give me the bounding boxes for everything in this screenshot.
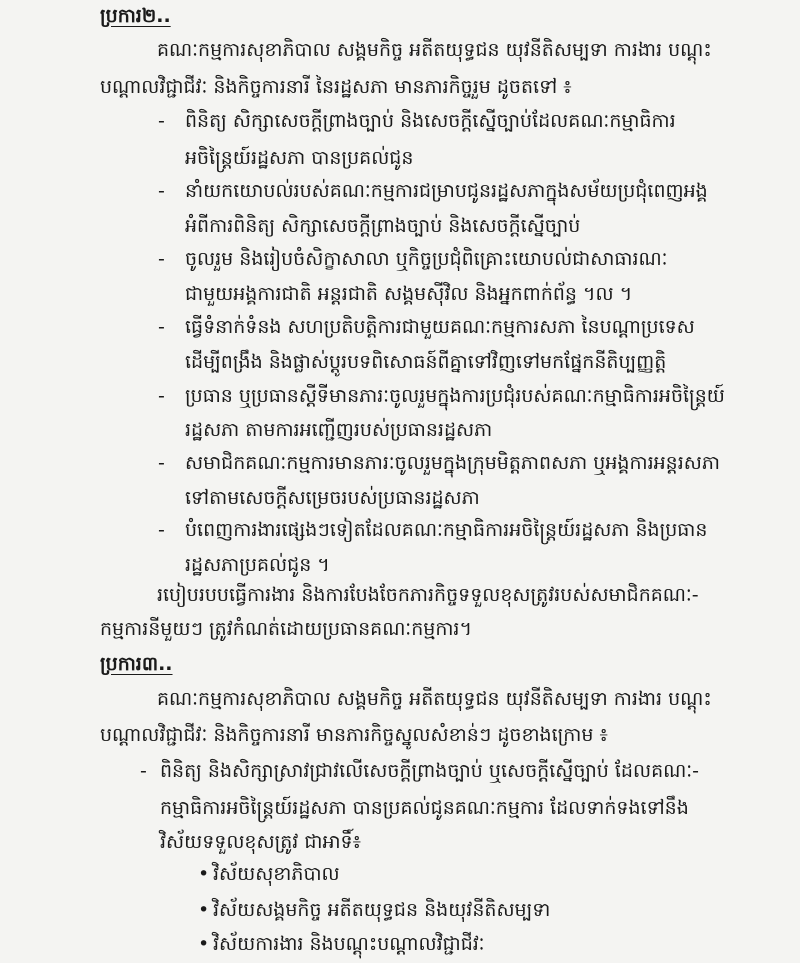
list-dash: -	[158, 385, 165, 407]
list-item-1-line-1: ពិនិត្យ សិក្សាសេចក្ដីព្រាងច្បាប់ និងសេចក្ដីស្នើច្បាប់ដែលគណៈកម្មាធិការ	[185, 110, 676, 132]
list-item-2-line-2: អំពីការពិនិត្យ សិក្សាសេចក្ដីព្រាងច្បាប់ និងសេចក្ដីស្នើច្បាប់	[185, 215, 581, 237]
list-dash: -	[158, 180, 165, 202]
section-3-intro-line-2: បណ្ដាលវិជ្ជាជីវៈ និងកិច្ចការនារី មានភារកិច្ចស្នូលសំខាន់ៗ ដូចខាងក្រោម ៖	[100, 724, 608, 746]
list-item-6-line-1: សមាជិកគណៈកម្មការមានភារៈចូលរួមក្នុងក្រុមមិត្តភាពសភា ឬអង្គការអន្តរសភា	[185, 452, 720, 474]
list-dash: -	[158, 316, 165, 338]
list-item-5-line-1: ប្រធាន ឬប្រធានស្ដីទីមានភារៈចូលរួមក្នុងការប្រជុំរបស់គណៈកម្មាធិការអចិន្ត្រៃយ៍	[185, 385, 725, 407]
section-3-intro-line-1: គណៈកម្មការសុខាភិបាល សង្គមកិច្ច អតីតយុទ្ធជន យុវនីតិសម្បទា ការងារ បណ្ដុះ	[157, 688, 712, 710]
section-3-heading: ប្រការ៣..	[100, 653, 173, 675]
bullet-dot: •	[198, 863, 210, 885]
list-item-3-line-2: ជាមួយអង្គការជាតិ អន្តរជាតិ សង្គមស៊ីវិល និងអ្នកពាក់ព័ន្ធ ។ល ។	[185, 283, 633, 305]
list-item-2-line-1: នាំយកយោបល់របស់គណៈកម្មការជម្រាបជូនរដ្ឋសភាក្នុងសម័យប្រជុំពេញអង្គ	[185, 180, 708, 202]
section-2-intro-line-2: បណ្ដាលវិជ្ជាជីវៈ និងកិច្ចការនារី នៃរដ្ឋសភា មានភារកិច្ចរួម ដូចតទៅ ៖	[100, 76, 572, 98]
bullet-item-3: វិស័យការងារ និងបណ្ដុះបណ្ដាលវិជ្ជាជីវៈ	[213, 933, 485, 955]
section-3-item-line-3: វិស័យទទួលខុសត្រូវ ជាអាទិ៍៖	[160, 831, 361, 853]
list-dash: -	[158, 519, 165, 541]
list-dash: -	[158, 248, 165, 270]
section-3-item-line-2: កម្មាធិការអចិន្ត្រៃយ៍រដ្ឋសភា បានប្រគល់ជូនគណៈកម្មការ ដែលទាក់ទងទៅនឹង	[160, 797, 689, 819]
list-item-3-line-1: ចូលរួម និងរៀបចំសិក្ខាសាលា ឬកិច្ចប្រជុំពិគ្រោះយោបល់ជាសាធារណៈ	[185, 248, 668, 270]
list-item-7-line-1: បំពេញការងារផ្សេងៗទៀតដែលគណៈកម្មាធិការអចិន្ត្រៃយ៍រដ្ឋសភា និងប្រធាន	[185, 519, 708, 541]
list-item-4-line-1: ធ្វើទំនាក់ទំនង សហប្រតិបត្តិការជាមួយគណៈកម្មការសភា នៃបណ្ដាប្រទេស	[185, 316, 695, 338]
list-dash: -	[140, 760, 147, 782]
list-item-1-line-2: អចិន្ត្រៃយ៍រដ្ឋសភា បានប្រគល់ជូន	[185, 147, 414, 169]
list-item-7-line-2: រដ្ឋសភាប្រគល់ជូន ។	[185, 554, 330, 576]
list-item-5-line-2: រដ្ឋសភា តាមការអញ្ជើញរបស់ប្រធានរដ្ឋសភា	[185, 419, 493, 441]
section-3-item-line-1: ពិនិត្យ និងសិក្សាស្រាវជ្រាវលើសេចក្ដីព្រាងច្បាប់ ឬសេចក្ដីស្នើច្បាប់ ដែលគណៈ-	[160, 760, 699, 782]
list-item-6-line-2: ទៅតាមសេចក្ដីសម្រេចរបស់ប្រធានរដ្ឋសភា	[185, 487, 480, 509]
section-2-closing-line-2: កម្មការនីមួយៗ ត្រូវកំណត់ដោយប្រធានគណៈកម្មការ។	[100, 618, 472, 640]
section-2-closing-line-1: របៀបរបបធ្វើការងារ និងការបែងចែកភារកិច្ចទទួលខុសត្រូវរបស់សមាជិកគណៈ-	[157, 584, 699, 606]
bullet-dot: •	[198, 933, 210, 955]
section-2-heading: ប្រការ២..	[100, 5, 171, 27]
bullet-item-2: វិស័យសង្គមកិច្ច អតីតយុទ្ធជន និងយុវនីតិសម្បទា	[213, 899, 551, 921]
list-item-4-line-2: ដើម្បីពង្រឹង និងផ្លាស់ប្ដូរបទពិសោធន៍ពីគ្នាទៅវិញទៅមកផ្នែកនីតិប្បញ្ញត្តិ	[185, 351, 667, 373]
section-2-intro-line-1: គណៈកម្មការសុខាភិបាល សង្គមកិច្ច អតីតយុទ្ធជន យុវនីតិសម្បទា ការងារ បណ្ដុះ	[157, 39, 712, 61]
bullet-item-1: វិស័យសុខាភិបាល	[213, 863, 340, 885]
list-dash: -	[158, 452, 165, 474]
list-dash: -	[158, 110, 165, 132]
bullet-dot: •	[198, 899, 210, 921]
